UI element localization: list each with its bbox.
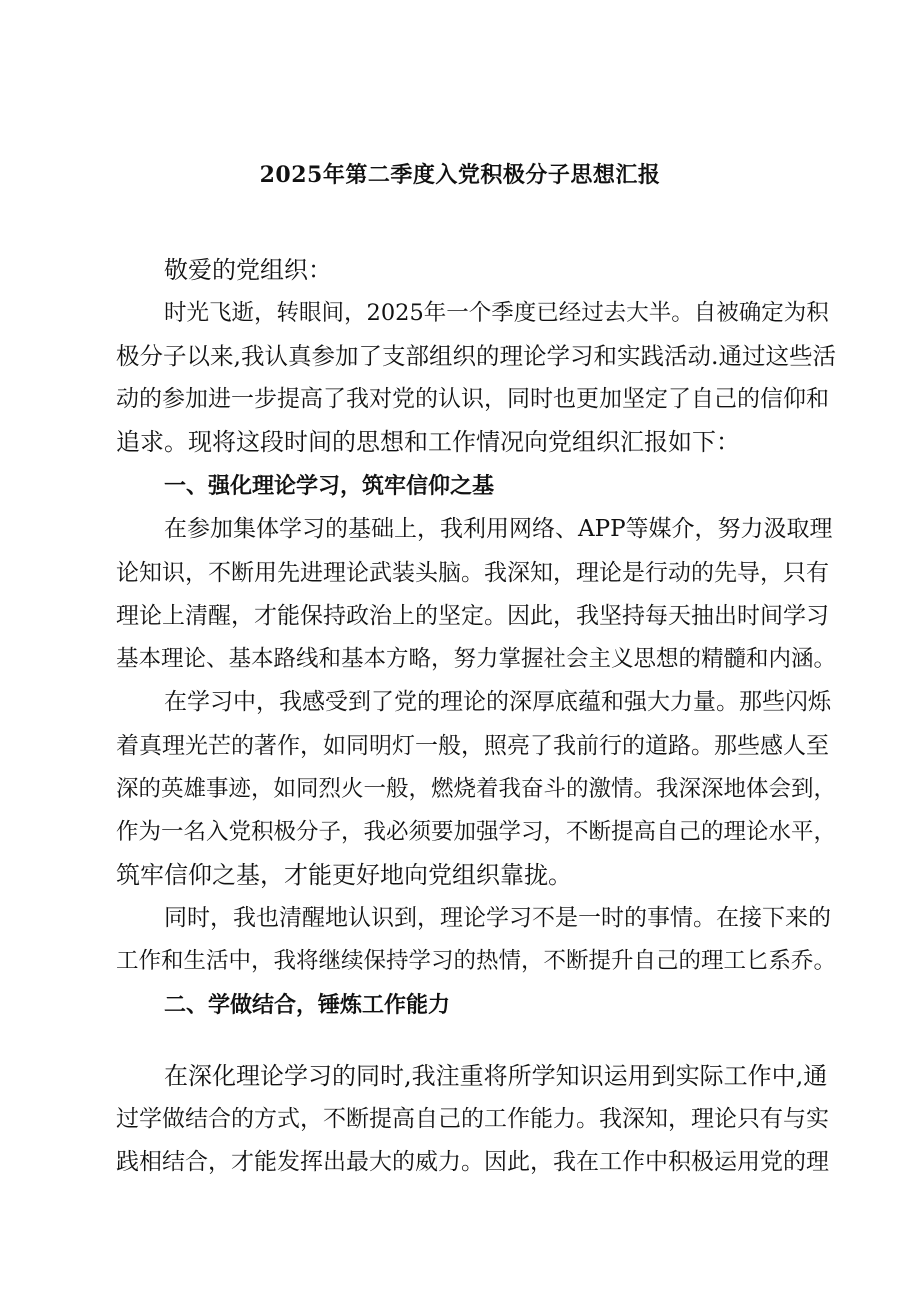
salutation: 敬爱的党组织：: [164, 256, 332, 284]
paragraph-line: 作为一名入党积极分子，我必须要加强学习，不断提高自己的理论水平，: [116, 819, 837, 845]
paragraph-line: 理论上清醒，才能保持政治上的坚定。因此，我坚持每天抽出时间学习: [116, 603, 829, 629]
paragraph-line: 追求。现将这段时间的思想和工作情况向党组织汇报如下：: [116, 428, 740, 456]
paragraph-line: 在深化理论学习的同时,我注重将所学知识运用到实际工作中,通: [164, 1062, 828, 1090]
paragraph-line: 同时，我也清醒地认识到，理论学习不是一时的事情。在接下来的: [164, 905, 831, 931]
document-title: 2025年第二季度入党积极分子思想汇报: [259, 162, 661, 188]
paragraph-line: 在参加集体学习的基础上，我利用网络、APP等媒介，努力汲取理: [164, 516, 833, 542]
paragraph-line: 筑牢信仰之基，才能更好地向党组织靠拢。: [116, 861, 572, 889]
paragraph-line: 践相结合，才能发挥出最大的威力。因此，我在工作中积极运用党的理: [116, 1149, 829, 1175]
paragraph-line: 深的英雄事迹，如同烈火一般，燃烧着我奋斗的激情。我深深地体会到，: [116, 776, 837, 802]
section-heading-2: 二、学做结合，锤炼工作能力: [164, 993, 451, 1018]
paragraph-line: 工作和生活中，我将继续保持学习的热情，不断提升自己的理工匕系乔。: [116, 948, 837, 974]
paragraph-line: 过学做结合的方式，不断提高自己的工作能力。我深知，理论只有与实: [116, 1106, 829, 1132]
paragraph-line: 基本理论、基本路线和基本方略，努力掌握社会主义思想的精髓和内涵。: [116, 646, 837, 672]
paragraph-line: 在学习中，我感受到了党的理论的深厚底蕴和强大力量。那些闪烁: [164, 689, 831, 715]
paragraph-line: 动的参加进一步提高了我对党的认识，同时也更加坚定了自己的信仰和: [116, 386, 829, 412]
paragraph-line: 着真理光芒的著作，如同明灯一般，照亮了我前行的道路。那些感人至: [116, 733, 829, 759]
section-heading-1: 一、强化理论学习，筑牢信仰之基: [164, 474, 495, 499]
paragraph-line: 极分子以来,我认真参加了支部组织的理论学习和实践活动.通过这些活: [116, 342, 836, 370]
paragraph-line: 论知识，不断用先进理论武装头脑。我深知，理论是行动的先导，只有: [116, 560, 829, 586]
paragraph-line: 时光飞逝，转眼间，2025年一个季度已经过去大半。自被确定为积: [164, 300, 829, 326]
